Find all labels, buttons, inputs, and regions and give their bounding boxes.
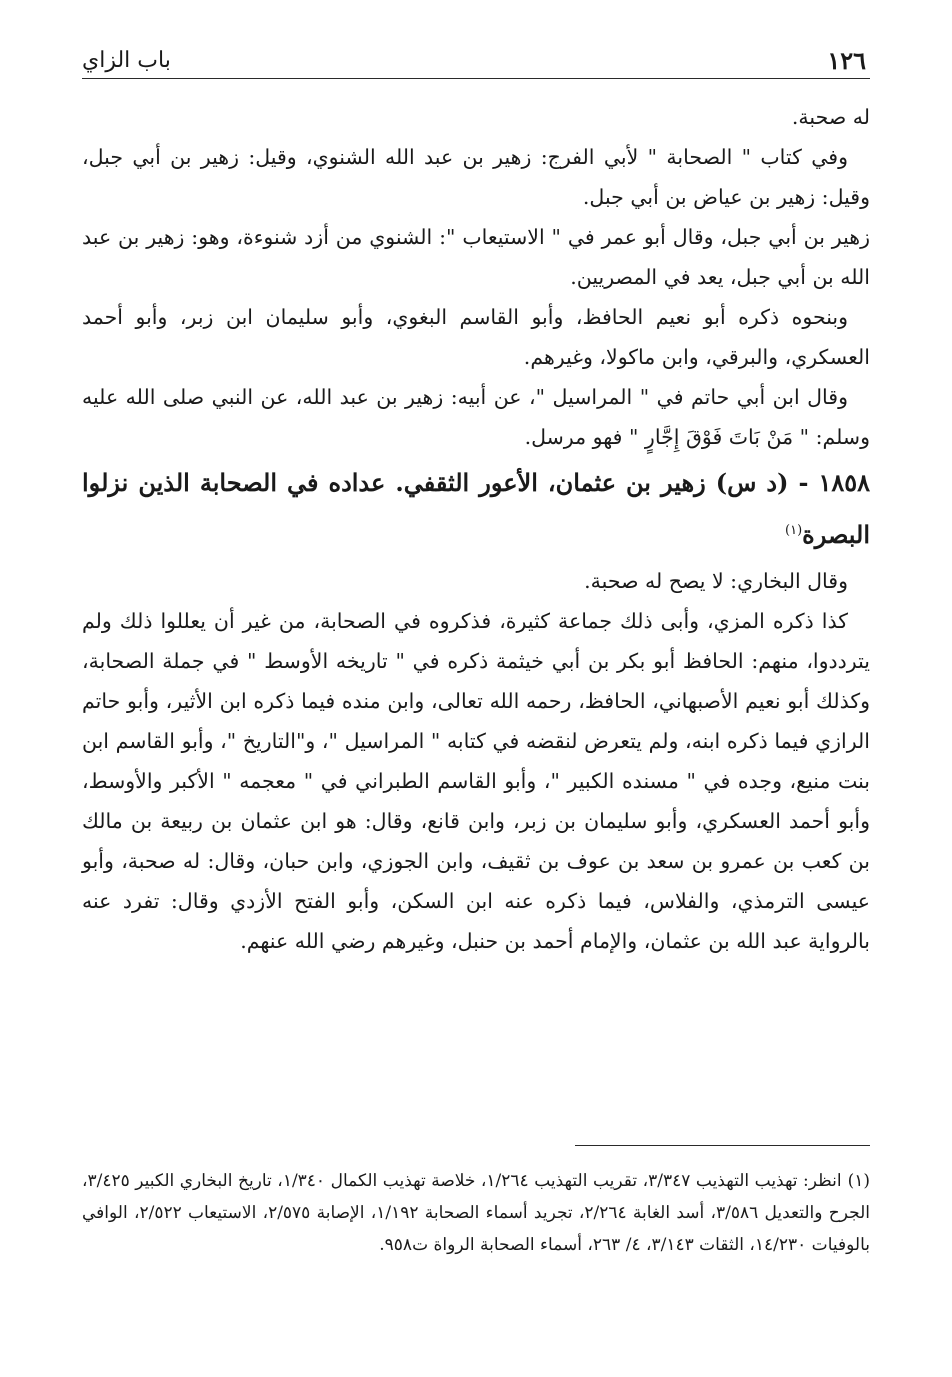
footnote-divider — [575, 1145, 870, 1146]
entry-heading — [82, 459, 870, 559]
footnote-text: انظر: تهذيب التهذيب ٣/٣٤٧، تقريب التهذيب ١/٢٦٤، خلاصة تهذيب الكمال ١/٣٤٠، تاريخ البخاري الكبير ٣/٤٢٥، الجرح والتعديل ٣/٥٨٦، أسد الغابة ٢/٢٦٤، تجريد أسماء الصحابة ١/١٩٢، الإصابة ٢/٥٧٥، الاستيعاب ٢/٥٢٢، الوافي بالوفيات ١٤/٢٣٠، الثقات ٣/١٤٣، ٤/ ٢٦٣، أسماء الصحابة الرواة ت٩٥٨. — [82, 1171, 870, 1255]
paragraph: وفي كتاب " الصحابة " لأبي الفرج: زهير بن عبد الله الشنوي، وقيل: زهير بن أبي جبل، وقيل: زهير بن عياض بن أبي جبل. — [82, 145, 870, 209]
footnote-reference[interactable]: (١) — [785, 523, 803, 538]
paragraph: زهير بن أبي جبل، وقال أبو عمر في " الاستيعاب ": الشنوي من أزد شنوءة، وهو: زهير بن عبد الله بن أبي جبل، يعد في المصريين. — [82, 225, 870, 289]
footnotes — [82, 1165, 870, 1261]
paragraph: كذا ذكره المزي، وأبى ذلك جماعة كثيرة، فذكروه في الصحابة، من غير أن يعللوا ذلك ولم يترددوا، منهم: الحافظ أبو بكر بن أبي خيثمة ذكره في " تاريخه الأوسط " في جملة الصحابة، وكذلك أبو نعيم الأصبهاني، الحافظ، رحمه الله تعالى، وابن منده فيما ذكره ابن الأثير، وأبو حاتم الرازي فيما ذكره ابنه، ولم يتعرض لنقضه في كتابه " المراسيل "، و"التاريخ "، وأبو القاسم ابن بنت منيع، وجده في " مسنده الكبير "، وأبو القاسم الطبراني في " معجمه " الأكبر والأوسط، وأبو أحمد العسكري، وأبو سليمان بن زبر، وابن قانع، وقال: هو ابن عثمان بن ربيعة بن مالك بن كعب بن عمرو بن سعد بن عوف بن ثقيف، وابن الجوزي، وابن حبان، وقال: له صحبة، وأبو عيسى الترمذي، والفلاس، فيما ذكره عنه ابن السكن، وأبو الفتح الأزدي وقال: تفرد عنه بالرواية عبد الله بن عثمان، والإمام أحمد بن حنبل، وغيرهم رضي الله عنهم. — [82, 609, 870, 953]
paragraph: وقال ابن أبي حاتم في " المراسيل "، عن أبيه: زهير بن عبد الله، عن النبي صلى الله عليه وسلم: " مَنْ بَاتَ فَوْقَ إِجَّارٍ " فهو مرسل. — [82, 385, 870, 449]
chapter-title: باب الزاي — [82, 48, 171, 73]
page-number: ١٢٦ — [827, 46, 866, 75]
entry-heading-text: ١٨٥٨ - (د س) زهير بن عثمان، الأعور الثقفي. عداده في الصحابة الذين نزلوا البصرة — [82, 468, 870, 549]
paragraph: وبنحوه ذكره أبو نعيم الحافظ، وأبو القاسم البغوي، وأبو سليمان ابن زبر، وأبو أحمد العسكري، والبرقي، وابن ماكولا، وغيرهم. — [82, 305, 870, 369]
paragraph: له صحبة. — [791, 105, 870, 129]
running-head — [82, 38, 870, 79]
paragraph: وقال البخاري: لا يصح له صحبة. — [584, 569, 848, 593]
main-text — [82, 97, 870, 961]
footnote — [82, 1165, 870, 1261]
book-page — [82, 38, 870, 1348]
footnote-mark: (١) — [847, 1171, 870, 1191]
